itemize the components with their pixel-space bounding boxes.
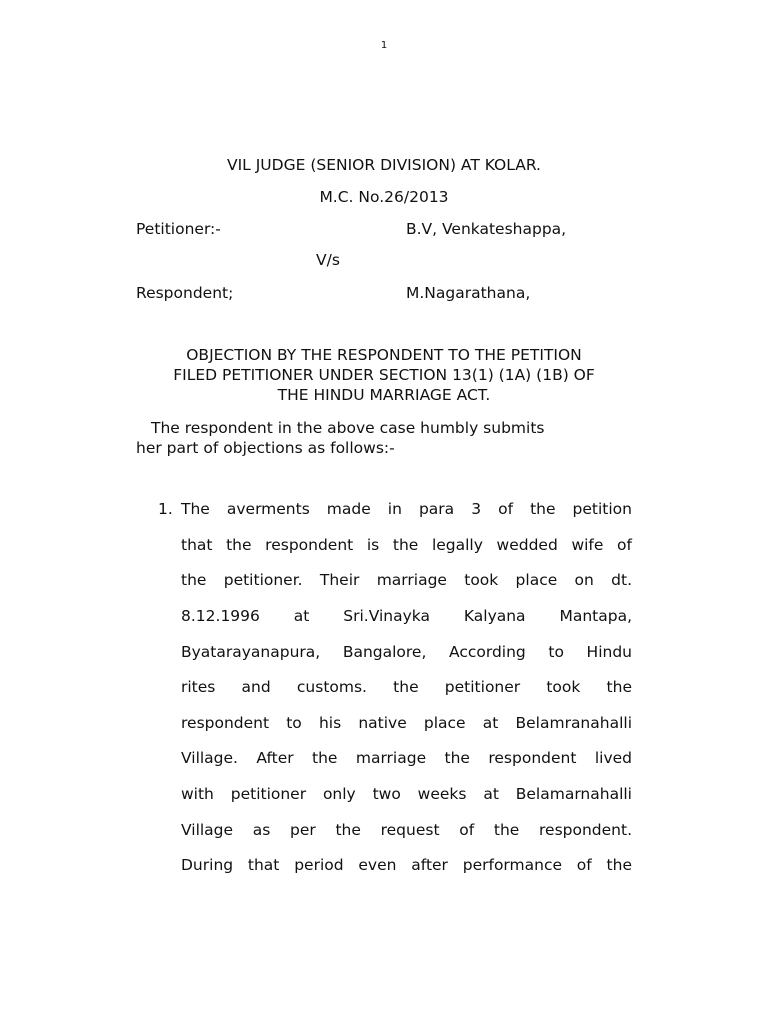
objection-title-line: OBJECTION BY THE RESPONDENT TO THE PETITION bbox=[186, 346, 582, 364]
point-line: rites and customs. the petitioner took the bbox=[181, 678, 632, 696]
page-number: 1 bbox=[380, 40, 388, 51]
point-line: Village. After the marriage the respondent lived bbox=[181, 749, 632, 767]
objection-title-line: FILED PETITIONER UNDER SECTION 13(1) (1A) (1B) OF bbox=[173, 366, 595, 384]
point-line: that the respondent is the legally wedded wife of bbox=[181, 536, 632, 554]
petitioner-name: B.V, Venkateshappa, bbox=[406, 220, 567, 238]
objection-title bbox=[130, 345, 638, 405]
point-line: respondent to his native place at Belamranahalli bbox=[181, 714, 632, 732]
intro-line: her part of objections as follows:- bbox=[136, 439, 395, 457]
point-line: During that period even after performance of the bbox=[181, 856, 632, 874]
point-line: the petitioner. Their marriage took place on dt. bbox=[181, 571, 632, 589]
respondent-label: Respondent; bbox=[136, 284, 234, 302]
respondent-name: M.Nagarathana, bbox=[406, 284, 531, 302]
point-line: Byatarayanapura, Bangalore, According to Hindu bbox=[181, 643, 632, 661]
point-line: with petitioner only two weeks at Belamarnahalli bbox=[181, 785, 632, 803]
point-line: Village as per the request of the respondent. bbox=[181, 821, 632, 839]
petitioner-label: Petitioner:- bbox=[136, 220, 221, 238]
point-line: The averments made in para 3 of the petition bbox=[181, 500, 632, 518]
objection-title-line: THE HINDU MARRIAGE ACT. bbox=[277, 386, 491, 404]
point-number: 1. bbox=[158, 500, 173, 518]
point-line: 8.12.1996 at Sri.Vinayka Kalyana Mantapa, bbox=[181, 607, 632, 625]
intro-line: The respondent in the above case humbly submits bbox=[151, 419, 545, 437]
court-heading: VIL JUDGE (SENIOR DIVISION) AT KOLAR. bbox=[227, 156, 541, 174]
case-number: M.C. No.26/2013 bbox=[319, 188, 449, 206]
intro-paragraph bbox=[136, 418, 626, 458]
versus-label: V/s bbox=[316, 251, 340, 269]
